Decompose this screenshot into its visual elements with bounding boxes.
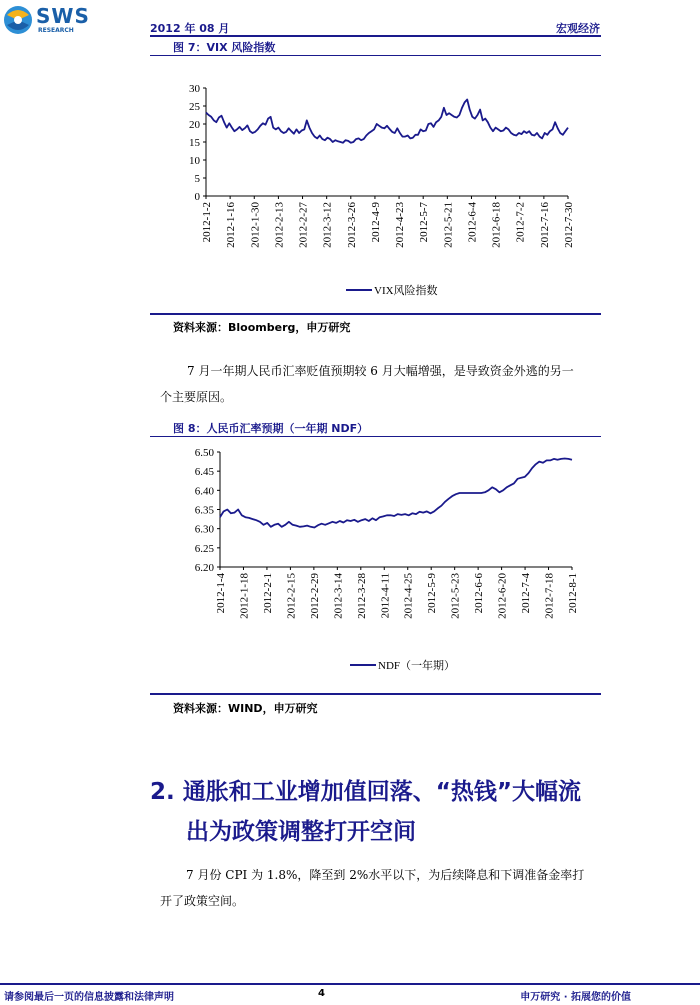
ndf-x-tick-label: 2012-7-4 [520, 573, 533, 614]
logo-text: SWS [36, 4, 90, 28]
vix-x-tick-label: 2012-6-18 [490, 202, 503, 248]
vix-chart [150, 60, 600, 310]
header-rule [150, 35, 601, 37]
footer-page-number: 4 [318, 988, 325, 999]
figure7-title-rule [150, 55, 601, 56]
vix-y-tick-label: 5 [194, 173, 200, 185]
paragraph-1-line-1: 7 月一年期人民币汇率贬值预期较 6 月大幅增强，是导致资金外逃的另一 [187, 364, 574, 378]
vix-x-tick-label: 2012-4-9 [369, 202, 382, 243]
vix-x-tick-label: 2012-2-27 [297, 202, 310, 248]
ndf-x-tick-label: 2012-5-23 [449, 573, 462, 619]
logo-subtext: RESEARCH [38, 27, 74, 34]
header-date: 2012 年 08 月 [150, 22, 230, 35]
ndf-y-tick-label: 6.30 [194, 523, 214, 536]
vix-x-tick-label: 2012-1-30 [249, 202, 262, 248]
paragraph-1-line-2: 个主要原因。 [160, 390, 233, 404]
vix-x-tick-label: 2012-5-21 [442, 202, 455, 248]
ndf-x-tick-label: 2012-8-1 [567, 573, 579, 614]
vix-y-tick-label: 20 [189, 119, 200, 131]
footer-slogan: 申万研究 · 拓展您的价值 [520, 992, 631, 1003]
vix-x-tick-label: 2012-5-7 [418, 202, 431, 243]
ndf-x-tick-label: 2012-3-28 [355, 573, 368, 619]
ndf-x-tick-label: 2012-4-25 [402, 573, 415, 619]
paragraph-2-line-1: 7 月份 CPI 为 1.8%，降至到 2%水平以下，为后续降息和下调准备金率打 [186, 868, 585, 882]
section-title-line-1: 2. 通胀和工业增加值回落、“热钱”大幅流 [150, 779, 581, 805]
ndf-y-tick-label: 6.45 [194, 466, 214, 479]
ndf-x-tick-label: 2012-1-18 [238, 573, 251, 619]
vix-y-tick-label: 15 [189, 137, 200, 149]
ndf-x-tick-label: 2012-2-29 [308, 573, 321, 619]
ndf-y-tick-label: 6.35 [194, 504, 214, 517]
ndf-y-tick-label: 6.20 [194, 562, 214, 574]
ndf-x-tick-label: 2012-7-18 [543, 573, 556, 619]
figure8-title-rule [150, 436, 601, 437]
vix-x-tick-label: 2012-7-2 [514, 202, 527, 243]
vix-x-tick-label: 2012-7-16 [538, 202, 551, 248]
figure7-bottom-rule [150, 313, 601, 315]
vix-x-tick-label: 2012-3-26 [345, 202, 358, 248]
vix-x-tick-label: 2012-4-23 [394, 202, 407, 248]
figure7-title: 图 7：VIX 风险指数 [173, 41, 276, 54]
ndf-series-line [220, 459, 572, 528]
vix-x-tick-label: 2012-6-4 [466, 202, 479, 243]
figure8-source: 资料来源：WIND，申万研究 [173, 702, 318, 715]
ndf-x-tick-label: 2012-2-1 [261, 573, 274, 614]
footer-rule [0, 983, 700, 985]
vix-y-tick-label: 25 [189, 101, 200, 113]
ndf-x-tick-label: 2012-1-4 [215, 573, 227, 614]
vix-x-tick-label: 2012-7-30 [563, 202, 575, 248]
ndf-x-tick-label: 2012-4-11 [379, 573, 392, 619]
figure8-bottom-rule [150, 693, 601, 695]
footer-disclaimer: 请参阅最后一页的信息披露和法律声明 [4, 992, 174, 1003]
ndf-y-tick-label: 6.50 [194, 447, 214, 459]
ndf-y-tick-label: 6.40 [194, 485, 214, 498]
vix-series-line [206, 100, 568, 143]
ndf-x-tick-label: 2012-3-14 [332, 573, 345, 619]
ndf-y-tick-label: 6.25 [194, 542, 214, 555]
vix-x-tick-label: 2012-3-12 [321, 202, 334, 248]
ndf-x-tick-label: 2012-6-20 [496, 573, 509, 619]
vix-y-tick-label: 0 [194, 191, 200, 203]
ndf-x-tick-label: 2012-5-9 [426, 573, 439, 614]
vix-x-tick-label: 2012-1-2 [201, 202, 213, 243]
ndf-legend-label: NDF（一年期） [378, 660, 456, 672]
vix-x-tick-label: 2012-1-16 [225, 202, 238, 248]
vix-x-tick-label: 2012-2-13 [273, 202, 286, 248]
paragraph-2-line-2: 开了政策空间。 [160, 894, 245, 908]
section-title-line-2: 出为政策调整打开空间 [186, 819, 416, 845]
header-category: 宏观经济 [556, 22, 600, 35]
vix-y-tick-label: 30 [189, 83, 200, 95]
ndf-x-tick-label: 2012-6-6 [473, 573, 486, 614]
figure8-title: 图 8：人民币汇率预期（一年期 NDF） [173, 422, 369, 435]
figure7-source: 资料来源：Bloomberg，申万研究 [173, 321, 351, 334]
ndf-x-tick-label: 2012-2-15 [285, 573, 298, 619]
ndf-chart [150, 440, 600, 690]
vix-legend-label: VIX风险指数 [374, 285, 438, 297]
vix-y-tick-label: 10 [189, 155, 200, 167]
